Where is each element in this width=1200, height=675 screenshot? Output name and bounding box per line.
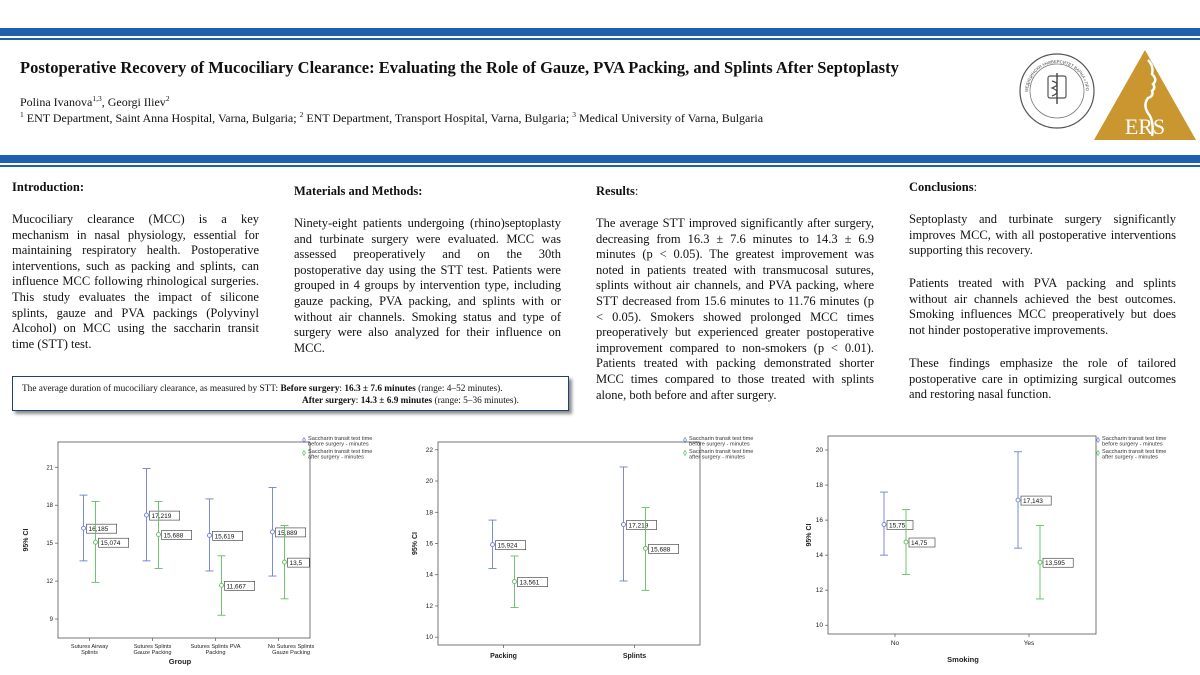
y-tick-label: 10 [425, 634, 433, 642]
x-tick-label: Splints [81, 650, 98, 656]
mean-point [491, 543, 495, 547]
y-tick-label: 14 [815, 552, 823, 560]
mean-point [157, 532, 161, 536]
legend-label: Saccharin transit test time [1102, 436, 1167, 442]
mean-label: 15,75 [889, 522, 906, 530]
legend-marker [1097, 452, 1100, 455]
y-axis-label: 95% CI [23, 528, 30, 552]
legend-label: after surgery - minutes [1102, 454, 1158, 461]
authors: Polina Ivanova$^{1,3}$, Georgi Iliev$^2$ [20, 94, 170, 109]
x-tick-label: No Sutures Splints [267, 644, 315, 650]
legend-label: before surgery - minutes [689, 441, 750, 448]
y-tick-label: 16 [815, 517, 823, 525]
legend-marker [1097, 439, 1100, 442]
x-tick-label: Gauze Packing [272, 650, 311, 656]
results-text: The average STT improved significantly after surgery, decreasing from 16.3 ± 7.6 minutes to 14.3 ± 6.9 minutes (p < 0.05). The greatest improvement was noted in patients treated with transmucosal sutures, splints without air channels, and PVA packing, where STT decreased from 15.6 minutes to 11.76 minutes (p < 0.05). Smokers showed prolonged MCC times preoperatively but experienced greater postoperative improvement compared to non-smokers (p < 0.01). Patients treated with packing demonstrated shorter MCC times compared to those treated with splints alone, both before and after surgery. [596, 216, 874, 402]
y-axis-label: 95% CI [806, 523, 813, 547]
mean-label: 14,75 [911, 540, 928, 548]
introduction-text: Mucociliary clearance (MCC) is a key mechanism in nasal physiology, essential for maintaining respiratory health. Postoperative interventions, such as packing and splints, can influence MCC following rhinological surgeries. This study evaluates the impact of silicone splints, gauze and PVA packings (Polyvinyl Alcohol) on MCC using the saccharin transit time (STT) test. [12, 212, 259, 351]
legend-label: Saccharin transit test time [1102, 449, 1167, 455]
chart-group [10, 432, 380, 672]
mean-point [208, 533, 212, 537]
legend-label: before surgery - minutes [308, 441, 369, 448]
introduction-heading: Introduction: [12, 180, 85, 194]
mean-label: 11,667 [226, 583, 246, 591]
y-axis-label: 95% CI [412, 532, 419, 555]
mean-point [82, 526, 86, 530]
y-tick-label: 16 [425, 540, 433, 548]
conclusions-paragraph-2: Patients treated with PVA packing and splints without air channels achieved the best outcomes. Smoking influences MCC preoperatively but does not hinder postoperative improvements. [909, 276, 1176, 337]
x-tick-label: Sutures Splints PVA [190, 644, 241, 650]
x-tick-label: Sutures Airway [70, 644, 109, 650]
chart-smoking [798, 432, 1198, 672]
mean-label: 15,924 [497, 542, 518, 550]
y-tick-label: 20 [425, 478, 433, 486]
stt-summary-box: The average duration of mucociliary clearance, as measured by STT: Before surgery: 16.3 ± 7.6 minutes (range: 4–52 minutes). After surgery: 14.3 ± 6.9 minutes (range: 5–36 minutes). [12, 376, 569, 411]
conclusions-paragraph-1: Septoplasty and turbinate surgery significantly improves MCC, with all postoperative interventions supporting this recovery. [909, 212, 1176, 258]
y-tick-label: 10 [815, 622, 823, 630]
conclusions-heading: Conclusions: [909, 180, 978, 194]
header-band-bottom [0, 155, 1200, 163]
chart-group-svg [10, 432, 380, 672]
affiliations: $^1$ ENT Department, Saint Anna Hospital, Varna, Bulgaria; $^2$ ENT Department, Transport Hospital, Varna, Bulgaria; $^3$ Medical University of Varna, Bulgaria [20, 110, 764, 125]
y-tick-label: 18 [425, 509, 433, 517]
mean-label: 15,619 [214, 533, 235, 541]
x-tick-label: Splints [622, 653, 647, 660]
x-axis-label: Smoking [947, 655, 979, 664]
y-tick-label: 14 [425, 571, 433, 579]
mean-point [513, 580, 517, 584]
x-axis-label: Group [168, 657, 192, 666]
legend-label: before surgery - minutes [1102, 441, 1163, 448]
y-tick-label: 18 [815, 482, 823, 490]
mean-label: 17,219 [628, 522, 649, 530]
mean-point [882, 522, 886, 526]
legend-marker [303, 452, 306, 455]
header-band-top [0, 28, 1200, 36]
legend-label: Saccharin transit test time [689, 449, 754, 455]
mean-label: 17,143 [1023, 498, 1043, 506]
mean-point [622, 522, 626, 526]
mean-point [1038, 560, 1042, 564]
y-tick-label: 18 [46, 503, 53, 510]
legend-label: after surgery - minutes [308, 454, 364, 461]
mean-label: 13,561 [519, 579, 540, 587]
mean-point [145, 513, 149, 517]
mean-point [1016, 498, 1020, 502]
mean-label: 13,595 [1045, 560, 1065, 568]
poster-title: Postoperative Recovery of Mucociliary Clearance: Evaluating the Role of Gauze, PVA Packing, and Splints After Septoplasty [20, 58, 899, 77]
header-band-bottom-thin [0, 165, 1200, 167]
mean-point [904, 540, 908, 544]
svg-text:МЕДИЦИНСКИ УНИВЕРСИТЕТ ВАРНА •: МЕДИЦИНСКИ УНИВЕРСИТЕТ ВАРНА • ПРО [1023, 58, 1091, 93]
legend-marker [684, 452, 687, 455]
chart-packing-splints-svg [405, 432, 785, 672]
y-tick-label: 12 [815, 587, 823, 595]
x-tick-label: Gauze Packing [133, 650, 172, 656]
y-tick-label: 20 [815, 447, 823, 455]
header-band-top-thin [0, 38, 1200, 40]
mean-label: 13,5 [289, 560, 303, 568]
legend-label: Saccharin transit test time [308, 436, 373, 442]
mean-point [644, 546, 648, 550]
y-tick-label: 12 [425, 602, 433, 610]
ers-logo [1092, 46, 1198, 142]
y-tick-label: 21 [46, 465, 53, 472]
methods-text: Ninety-eight patients undergoing (rhino)septoplasty and turbinate surgery were evaluated. MCC was assessed preoperatively and on the 30th postoperative day using the STT test. Patients were grouped in 4 groups by intervention type, including gauze packing, PVA packing, and splints with or without air channels. Smoking status and type of surgery were also analyzed for their influence on MCC. [294, 216, 561, 355]
legend-marker [303, 439, 306, 442]
svg-text:ERS: ERS [1124, 114, 1166, 139]
conclusions-paragraph-3: These findings emphasize the role of tailored postoperative care in optimizing surgical outcomes and restoring nasal function. [909, 356, 1176, 402]
x-tick-label: Yes [1023, 640, 1035, 647]
methods-heading: Materials and Methods: [294, 184, 423, 198]
mean-label: 17,219 [151, 513, 172, 521]
y-tick-label: 9 [49, 617, 53, 624]
medical-university-seal-logo [1018, 52, 1096, 130]
x-tick-label: Sutures Splints [133, 644, 172, 650]
mean-label: 15,074 [100, 540, 121, 548]
mean-point [271, 530, 275, 534]
legend-label: after surgery - minutes [689, 454, 745, 461]
mean-label: 15,688 [650, 546, 671, 554]
chart-packing-splints [405, 432, 785, 672]
mean-label: 15,889 [277, 529, 298, 537]
legend-label: Saccharin transit test time [689, 436, 754, 442]
mean-point [94, 540, 98, 544]
y-tick-label: 15 [46, 541, 53, 548]
legend-label: Saccharin transit test time [308, 449, 373, 455]
x-tick-label: No [890, 640, 900, 647]
y-tick-label: 12 [46, 579, 53, 586]
plot-area [438, 442, 700, 645]
x-tick-label: Packing [205, 650, 226, 656]
mean-label: 15,688 [163, 532, 184, 540]
author-1: Polina Ivanova [20, 95, 93, 109]
plot-area [828, 436, 1096, 634]
x-tick-label: Packing [490, 653, 517, 660]
chart-smoking-svg [798, 432, 1198, 672]
legend-marker [684, 439, 687, 442]
results-heading: Results: [596, 184, 639, 198]
y-tick-label: 22 [425, 446, 433, 454]
mean-label: 16,185 [88, 526, 109, 534]
mean-point [283, 560, 287, 564]
mean-point [220, 583, 224, 587]
